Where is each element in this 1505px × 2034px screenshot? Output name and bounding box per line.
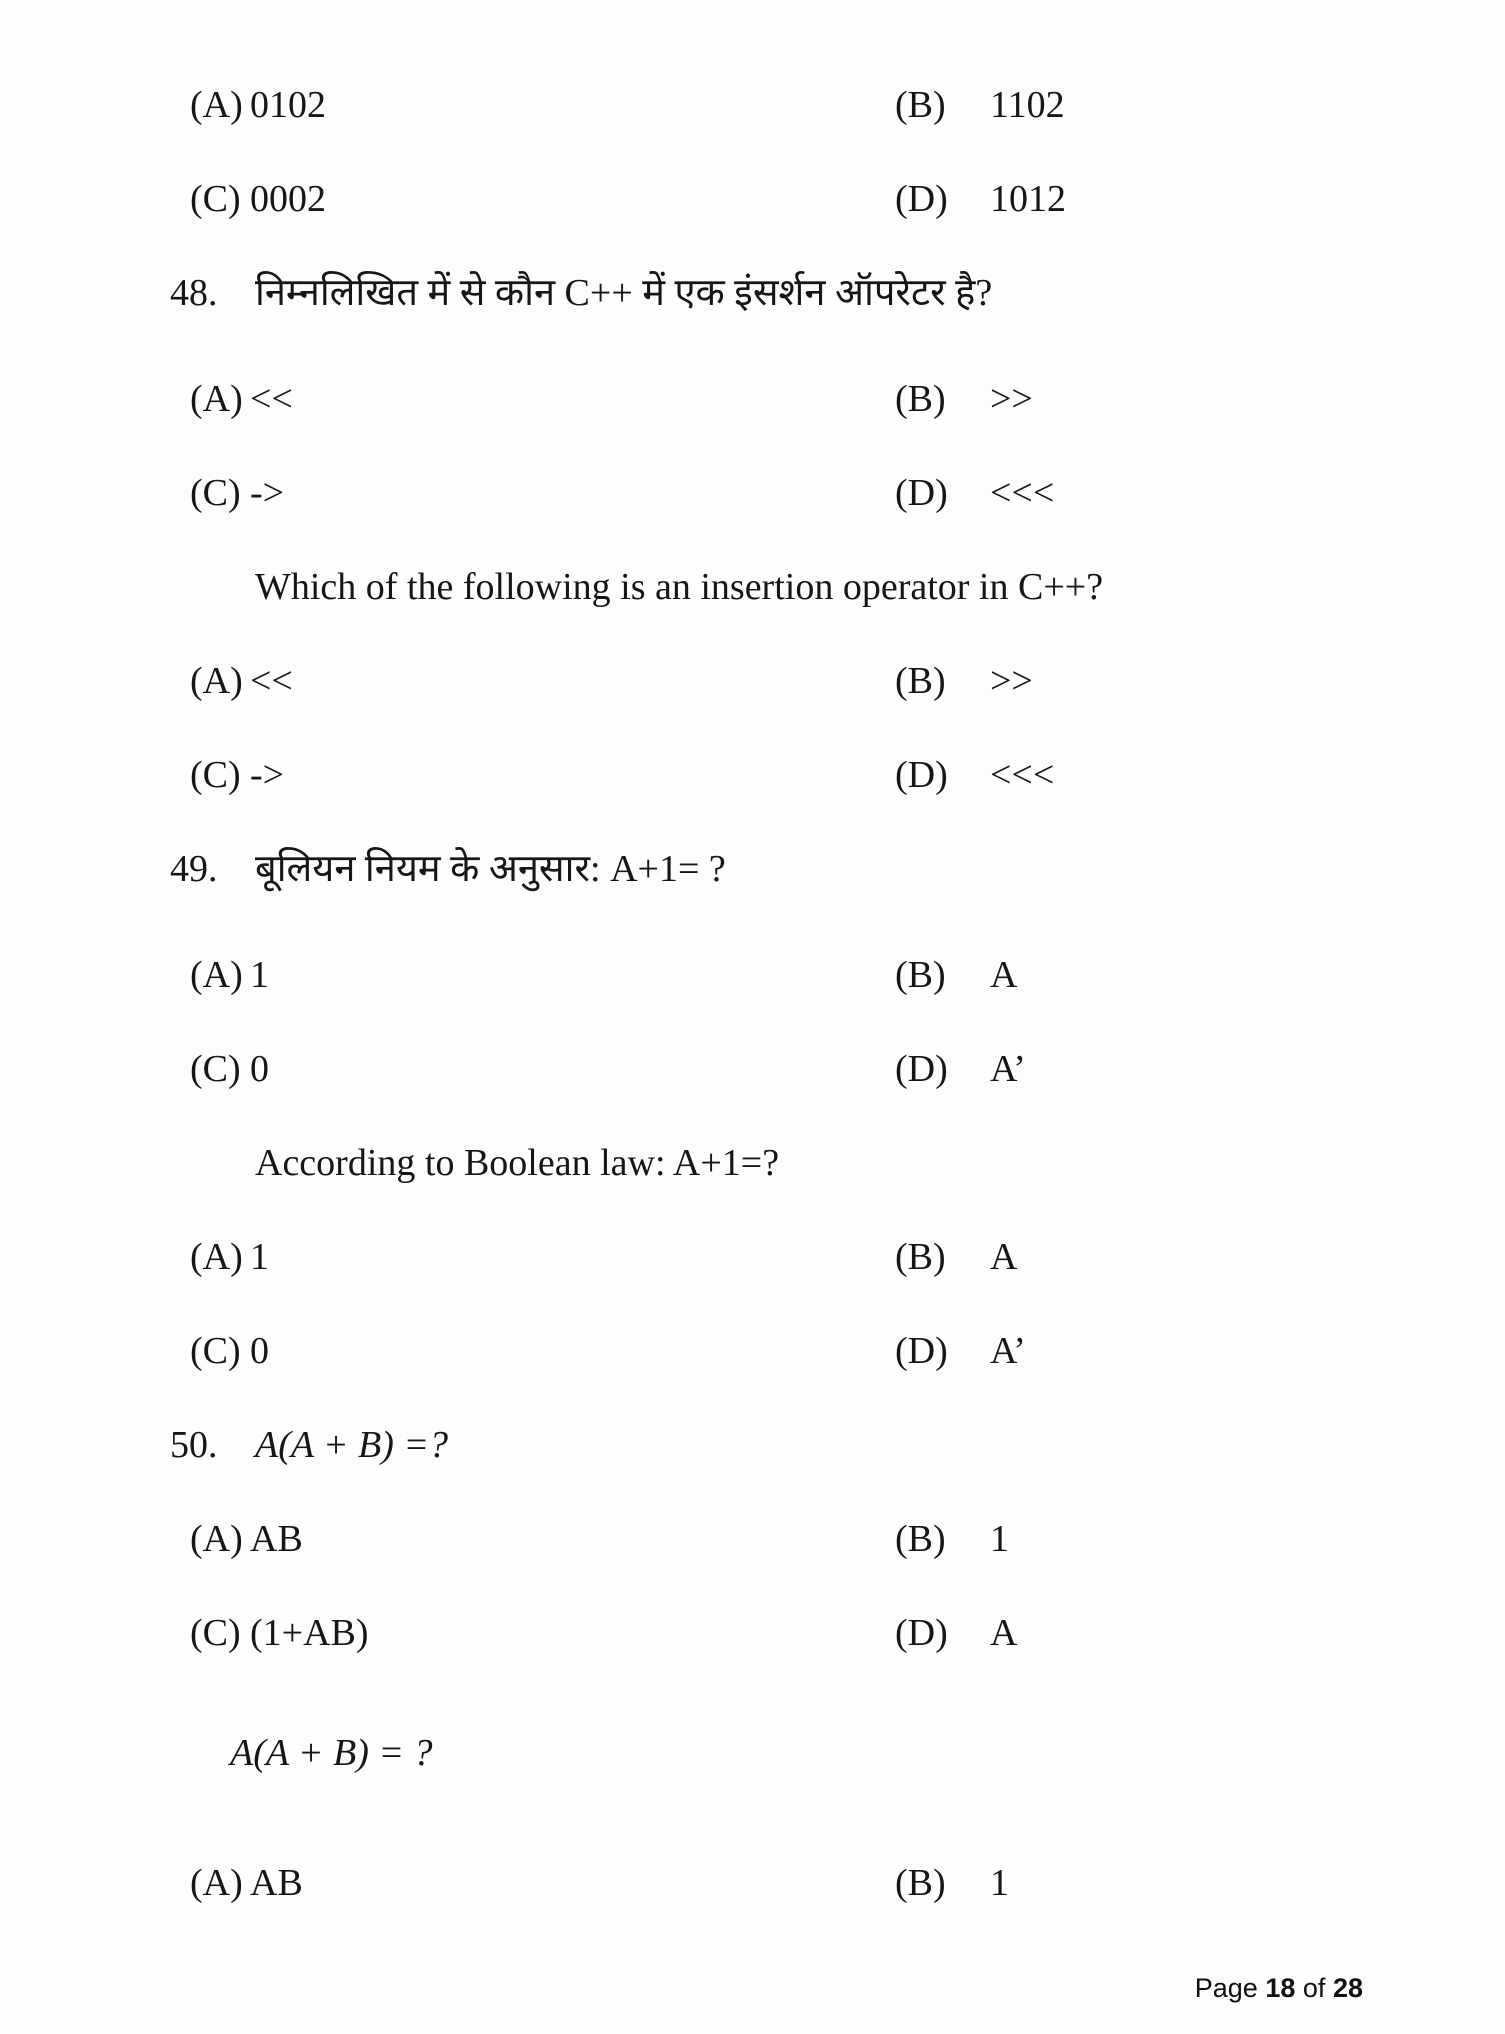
option-value: -> bbox=[250, 754, 285, 796]
option-label: (B) bbox=[895, 660, 946, 702]
q49-option-row bbox=[190, 952, 1455, 998]
option-value: A’ bbox=[990, 1048, 1026, 1090]
question-number: 48. bbox=[170, 272, 218, 314]
option-value: 1102 bbox=[990, 84, 1065, 126]
q48-option-row bbox=[190, 376, 1455, 422]
q48-option-row-en bbox=[190, 752, 1455, 798]
page-footer bbox=[1195, 1972, 1363, 2004]
option-value: A bbox=[990, 1612, 1018, 1654]
question-text-english: According to Boolean law: A+1=? bbox=[255, 1142, 780, 1184]
option-label: (D) bbox=[895, 472, 948, 514]
q50-option-row-repeat bbox=[190, 1860, 1455, 1906]
option-label: (D) bbox=[895, 754, 948, 796]
option-value: A bbox=[990, 1236, 1018, 1278]
option-label: (A) bbox=[190, 378, 243, 420]
option-label: (C) bbox=[190, 472, 241, 514]
option-value: 0102 bbox=[250, 84, 326, 126]
option-label: (A) bbox=[190, 1236, 243, 1278]
q50-option-row bbox=[190, 1516, 1455, 1562]
q49-option-row-en bbox=[190, 1234, 1455, 1280]
option-label: (B) bbox=[895, 1862, 946, 1904]
question-48-english bbox=[255, 564, 1455, 610]
option-label: (C) bbox=[190, 1612, 241, 1654]
option-label: (B) bbox=[895, 378, 946, 420]
option-label: (A) bbox=[190, 660, 243, 702]
q48-option-row bbox=[190, 470, 1455, 516]
question-text-math: A(A + B) =? bbox=[255, 1424, 449, 1466]
option-label: (D) bbox=[895, 178, 948, 220]
question-text-hindi: निम्नलिखित में से कौन C++ में एक इंसर्शन ऑपरेटर है? bbox=[255, 272, 993, 314]
question-49-english bbox=[255, 1140, 1455, 1186]
option-value: A bbox=[990, 954, 1018, 996]
option-value: 1 bbox=[250, 954, 269, 996]
option-value: 1012 bbox=[990, 178, 1066, 220]
option-value: AB bbox=[250, 1518, 303, 1560]
question-text-hindi: बूलियन नियम के अनुसार: A+1= ? bbox=[255, 848, 726, 890]
exam-page-content bbox=[170, 82, 1455, 1954]
option-value: 1 bbox=[990, 1518, 1009, 1560]
question-50 bbox=[170, 1422, 1455, 1468]
option-label: (A) bbox=[190, 84, 243, 126]
option-label: (C) bbox=[190, 1048, 241, 1090]
q48-option-row-en bbox=[190, 658, 1455, 704]
option-label: (C) bbox=[190, 754, 241, 796]
option-value: 1 bbox=[250, 1236, 269, 1278]
option-value: -> bbox=[250, 472, 285, 514]
option-label: (C) bbox=[190, 1330, 241, 1372]
option-label: (A) bbox=[190, 954, 243, 996]
option-value: 0002 bbox=[250, 178, 326, 220]
option-value: (1+AB) bbox=[250, 1612, 369, 1654]
question-text-english: Which of the following is an insertion operator in C++? bbox=[255, 566, 1104, 608]
footer-page-number: 18 bbox=[1265, 1973, 1296, 2003]
option-value: 1 bbox=[990, 1862, 1009, 1904]
question-50-math-repeat bbox=[230, 1730, 1455, 1776]
question-text-math: A(A + B) = ? bbox=[230, 1732, 433, 1774]
option-value: >> bbox=[990, 378, 1033, 420]
option-value: <<< bbox=[990, 472, 1055, 514]
option-label: (D) bbox=[895, 1048, 948, 1090]
q49-option-row bbox=[190, 1046, 1455, 1092]
option-label: (C) bbox=[190, 178, 241, 220]
footer-page-total: 28 bbox=[1332, 1973, 1363, 2003]
footer-of: of bbox=[1302, 1973, 1326, 2003]
q50-option-row bbox=[190, 1610, 1455, 1656]
question-number: 49. bbox=[170, 848, 218, 890]
option-value: <<< bbox=[990, 754, 1055, 796]
question-48-hindi bbox=[170, 270, 1455, 316]
option-label: (A) bbox=[190, 1518, 243, 1560]
question-number: 50. bbox=[170, 1424, 218, 1466]
option-value: >> bbox=[990, 660, 1033, 702]
question-49-hindi bbox=[170, 846, 1455, 892]
option-label: (A) bbox=[190, 1862, 243, 1904]
option-value: AB bbox=[250, 1862, 303, 1904]
option-value: 0 bbox=[250, 1048, 269, 1090]
option-value: << bbox=[250, 378, 293, 420]
option-label: (D) bbox=[895, 1330, 948, 1372]
option-value: << bbox=[250, 660, 293, 702]
option-value: A’ bbox=[990, 1330, 1026, 1372]
option-label: (B) bbox=[895, 1236, 946, 1278]
option-label: (D) bbox=[895, 1612, 948, 1654]
option-value: 0 bbox=[250, 1330, 269, 1372]
option-label: (B) bbox=[895, 954, 946, 996]
option-label: (B) bbox=[895, 84, 946, 126]
q49-option-row-en bbox=[190, 1328, 1455, 1374]
q47-option-row bbox=[190, 82, 1455, 128]
option-label: (B) bbox=[895, 1518, 946, 1560]
footer-prefix: Page bbox=[1194, 1973, 1258, 2003]
q47-option-row bbox=[190, 176, 1455, 222]
